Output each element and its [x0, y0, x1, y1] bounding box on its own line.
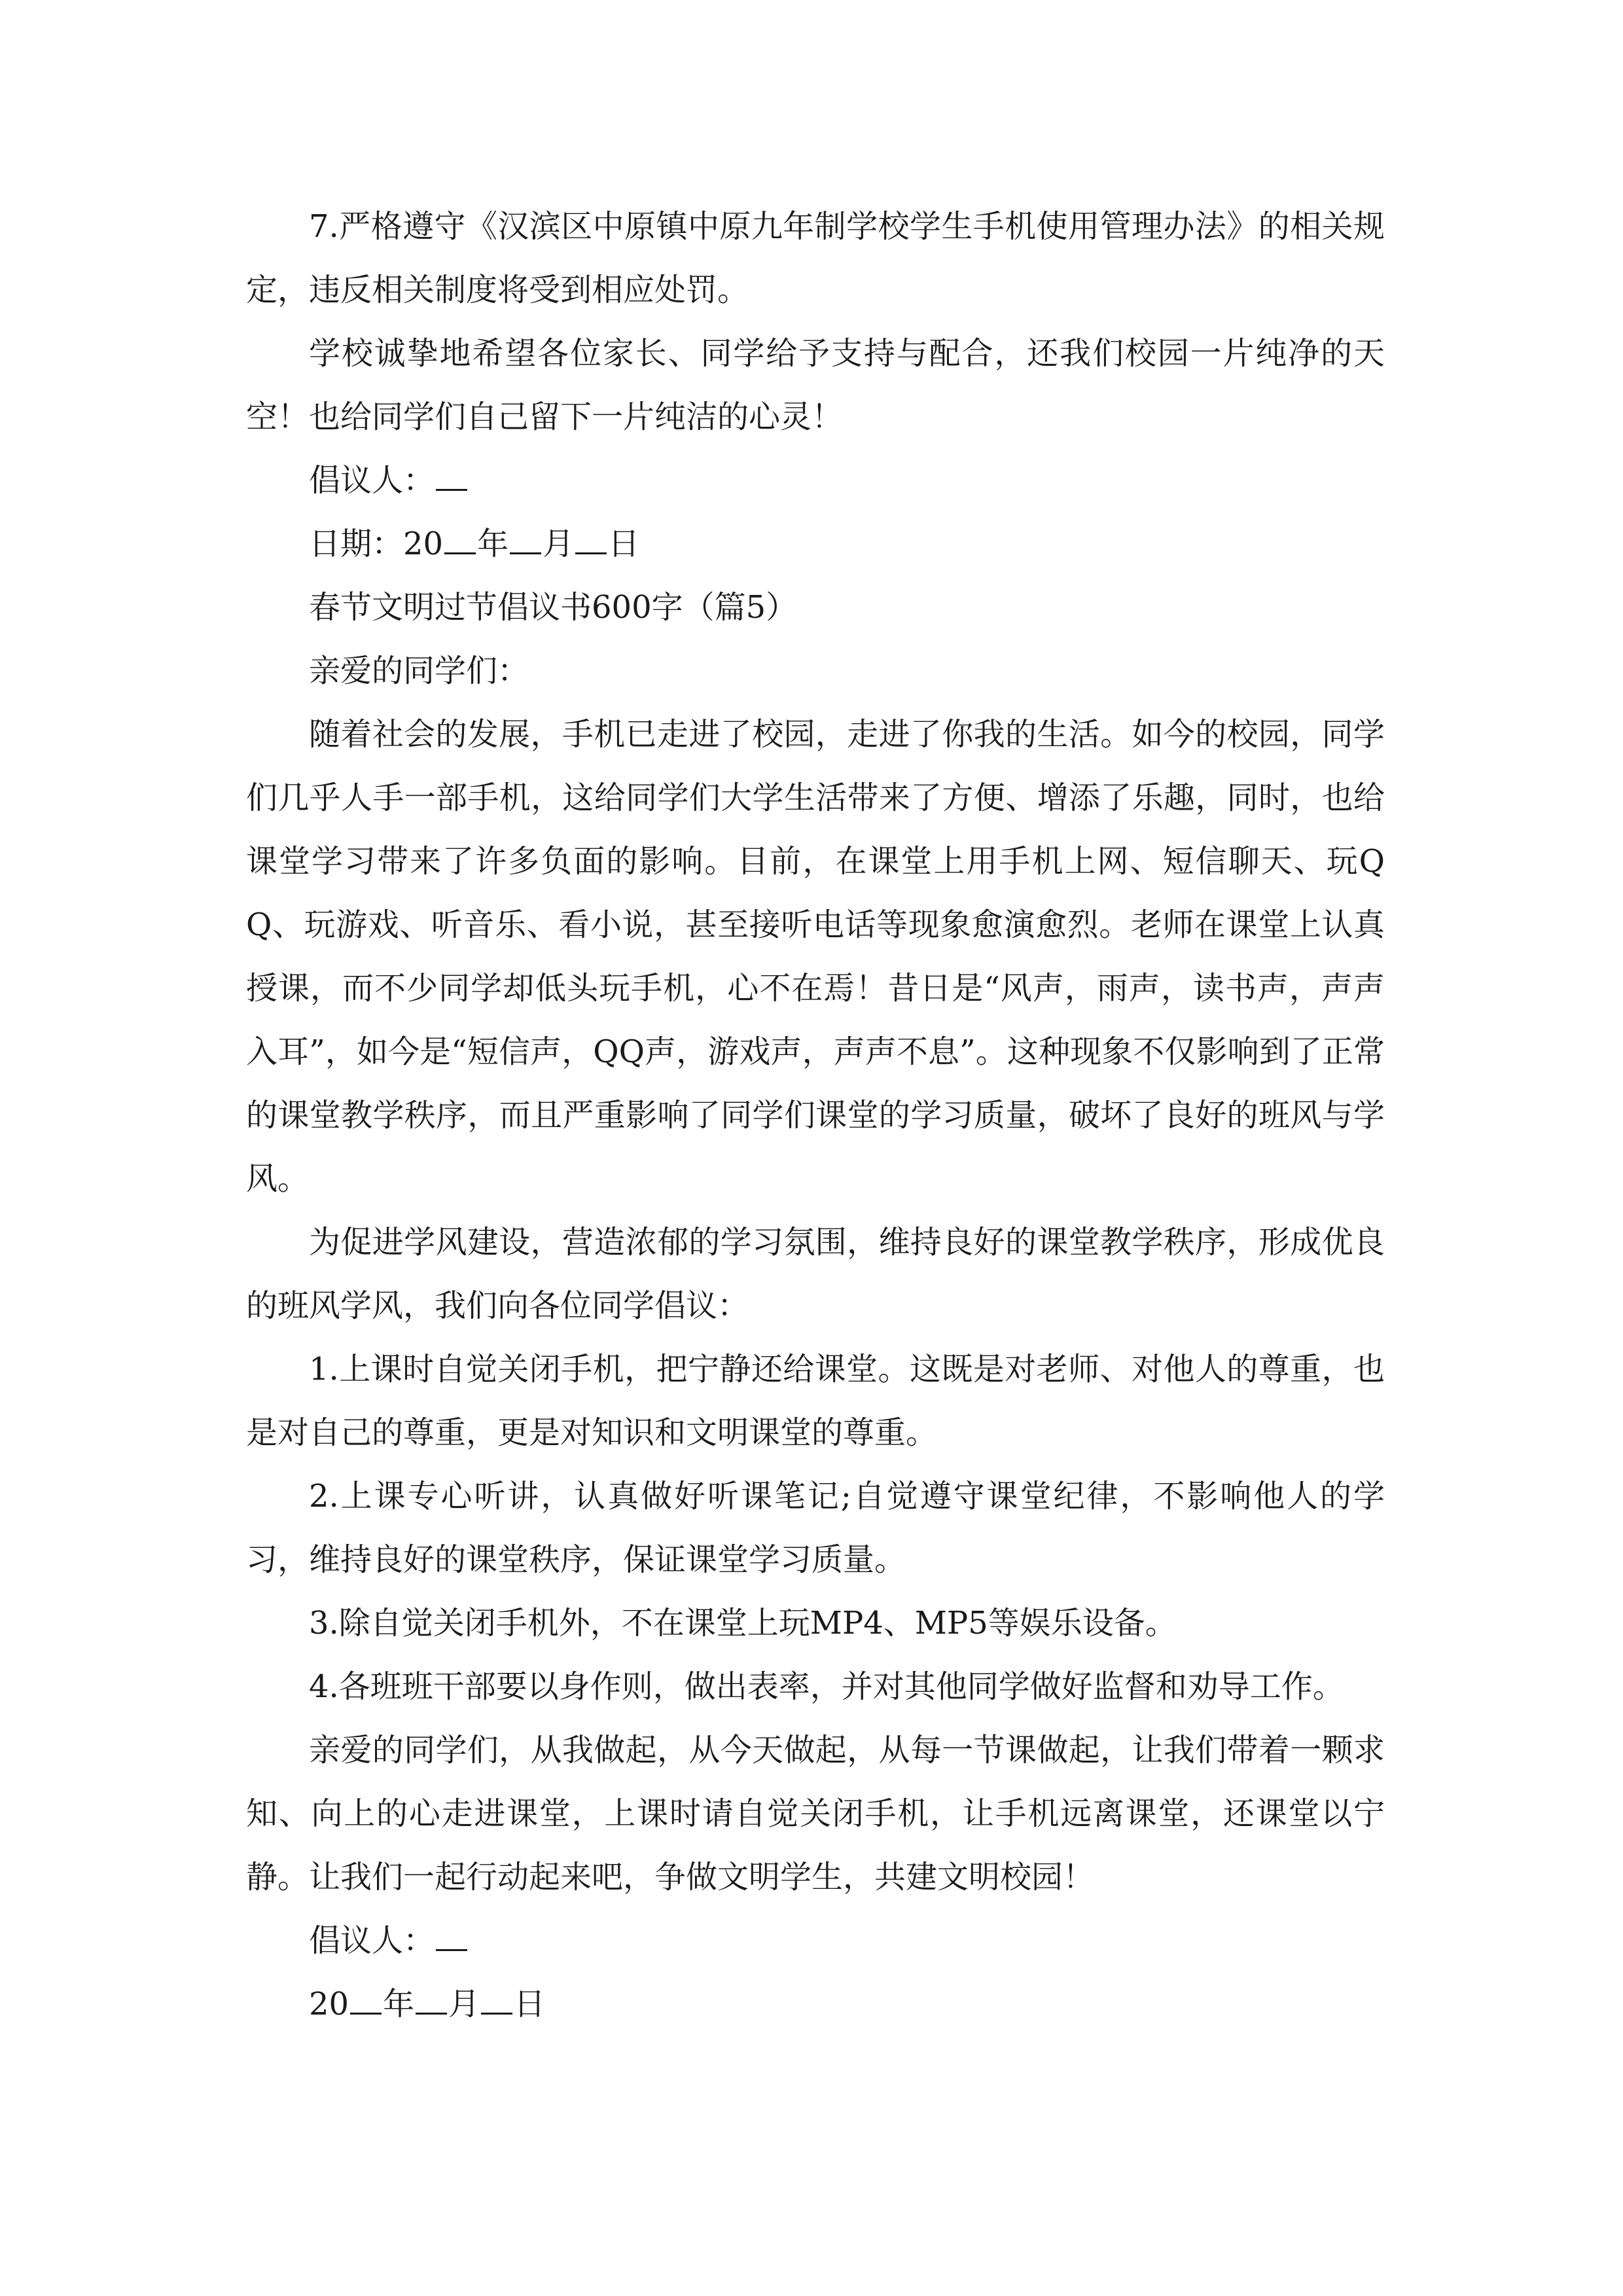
date-line — [246, 512, 1385, 576]
day-blank — [481, 1990, 512, 2015]
date-day: 日 — [608, 526, 640, 562]
signature-label: 倡议人： — [309, 462, 435, 499]
body-paragraph: 2.上课专心听讲，认真做好听课笔记;自觉遵守课堂纪律，不影响他人的学习，维持良好的课堂秩序，保证课堂学习质量。 — [246, 1478, 1385, 1578]
date-month: 月 — [543, 526, 575, 562]
paragraph-appeal: 学校诚挚地希望各位家长、同学给予支持与配合，还我们校园一片纯净的天空！也给同学们自己留下一片纯洁的心灵！ — [246, 335, 1385, 435]
signature-blank — [436, 467, 467, 491]
date-year: 年 — [383, 1986, 415, 2022]
paragraph-rule-7: 7.严格遵守《汉滨区中原镇中原九年制学校学生手机使用管理办法》的相关规定，违反相关制度将受到相应处罚。 — [246, 208, 1385, 308]
body-paragraph: 为促进学风建设，营造浓郁的学习氛围，维持良好的课堂教学秩序，形成优良的班风学风，我们向各位同学倡议： — [246, 1224, 1385, 1324]
signature-line — [246, 449, 1385, 512]
section-title: 春节文明过节倡议书600字（篇5） — [309, 589, 798, 626]
date-line — [246, 1973, 1385, 2036]
signature-label: 倡议人： — [309, 1922, 435, 1959]
body-paragraph: 亲爱的同学们，从我做起，从今天做起，从每一节课做起，让我们带着一颗求知、向上的心走进课堂，上课时请自觉关闭手机，让手机远离课堂，还课堂以宁静。让我们一起行动起来吧，争做文明学生，共建文明校园！ — [246, 1732, 1385, 1895]
date-prefix: 20 — [309, 1986, 349, 2022]
month-blank — [510, 530, 541, 554]
greeting: 亲爱的同学们： — [309, 653, 529, 689]
body-paragraph: 随着社会的发展，手机已走进了校园，走进了你我的生活。如今的校园，同学们几乎人手一部手机，这给同学们大学生活带来了方便、增添了乐趣，同时，也给课堂学习带来了许多负面的影响。目前，在课堂上用手机上网、短信聊天、玩QQ、玩游戏、听音乐、看小说，甚至接听电话等现象愈演愈烈。老师在课堂上认真授课，而不少同学却低头玩手机，心不在焉！昔日是“风声，雨声，读书声，声声入耳”，如今是“短信声，QQ声，游戏声，声声不息”。这种现象不仅影响到了正常的课堂教学秩序，而且严重影响了同学们课堂的学习质量，破坏了良好的班风与学风。 — [246, 716, 1385, 1197]
signature-line — [246, 1909, 1385, 1973]
day-blank — [575, 530, 607, 554]
body-paragraph: 3.除自觉关闭手机外，不在课堂上玩MP4、MP5等娱乐设备。 — [309, 1605, 1177, 1641]
year-blank — [444, 530, 476, 554]
year-blank — [350, 1990, 382, 2015]
signature-blank — [436, 1927, 467, 1951]
month-blank — [416, 1990, 447, 2015]
body-paragraph: 1.上课时自觉关闭手机，把宁静还给课堂。这既是对老师、对他人的尊重，也是对自己的尊重，更是对知识和文明课堂的尊重。 — [246, 1351, 1385, 1451]
date-year: 年 — [477, 526, 509, 562]
body-paragraph: 4.各班班干部要以身作则，做出表率，并对其他同学做好监督和劝导工作。 — [309, 1668, 1344, 1705]
date-prefix: 日期：20 — [309, 526, 444, 562]
date-day: 日 — [514, 1986, 546, 2022]
document-body — [246, 195, 1385, 2036]
date-month: 月 — [448, 1986, 480, 2022]
